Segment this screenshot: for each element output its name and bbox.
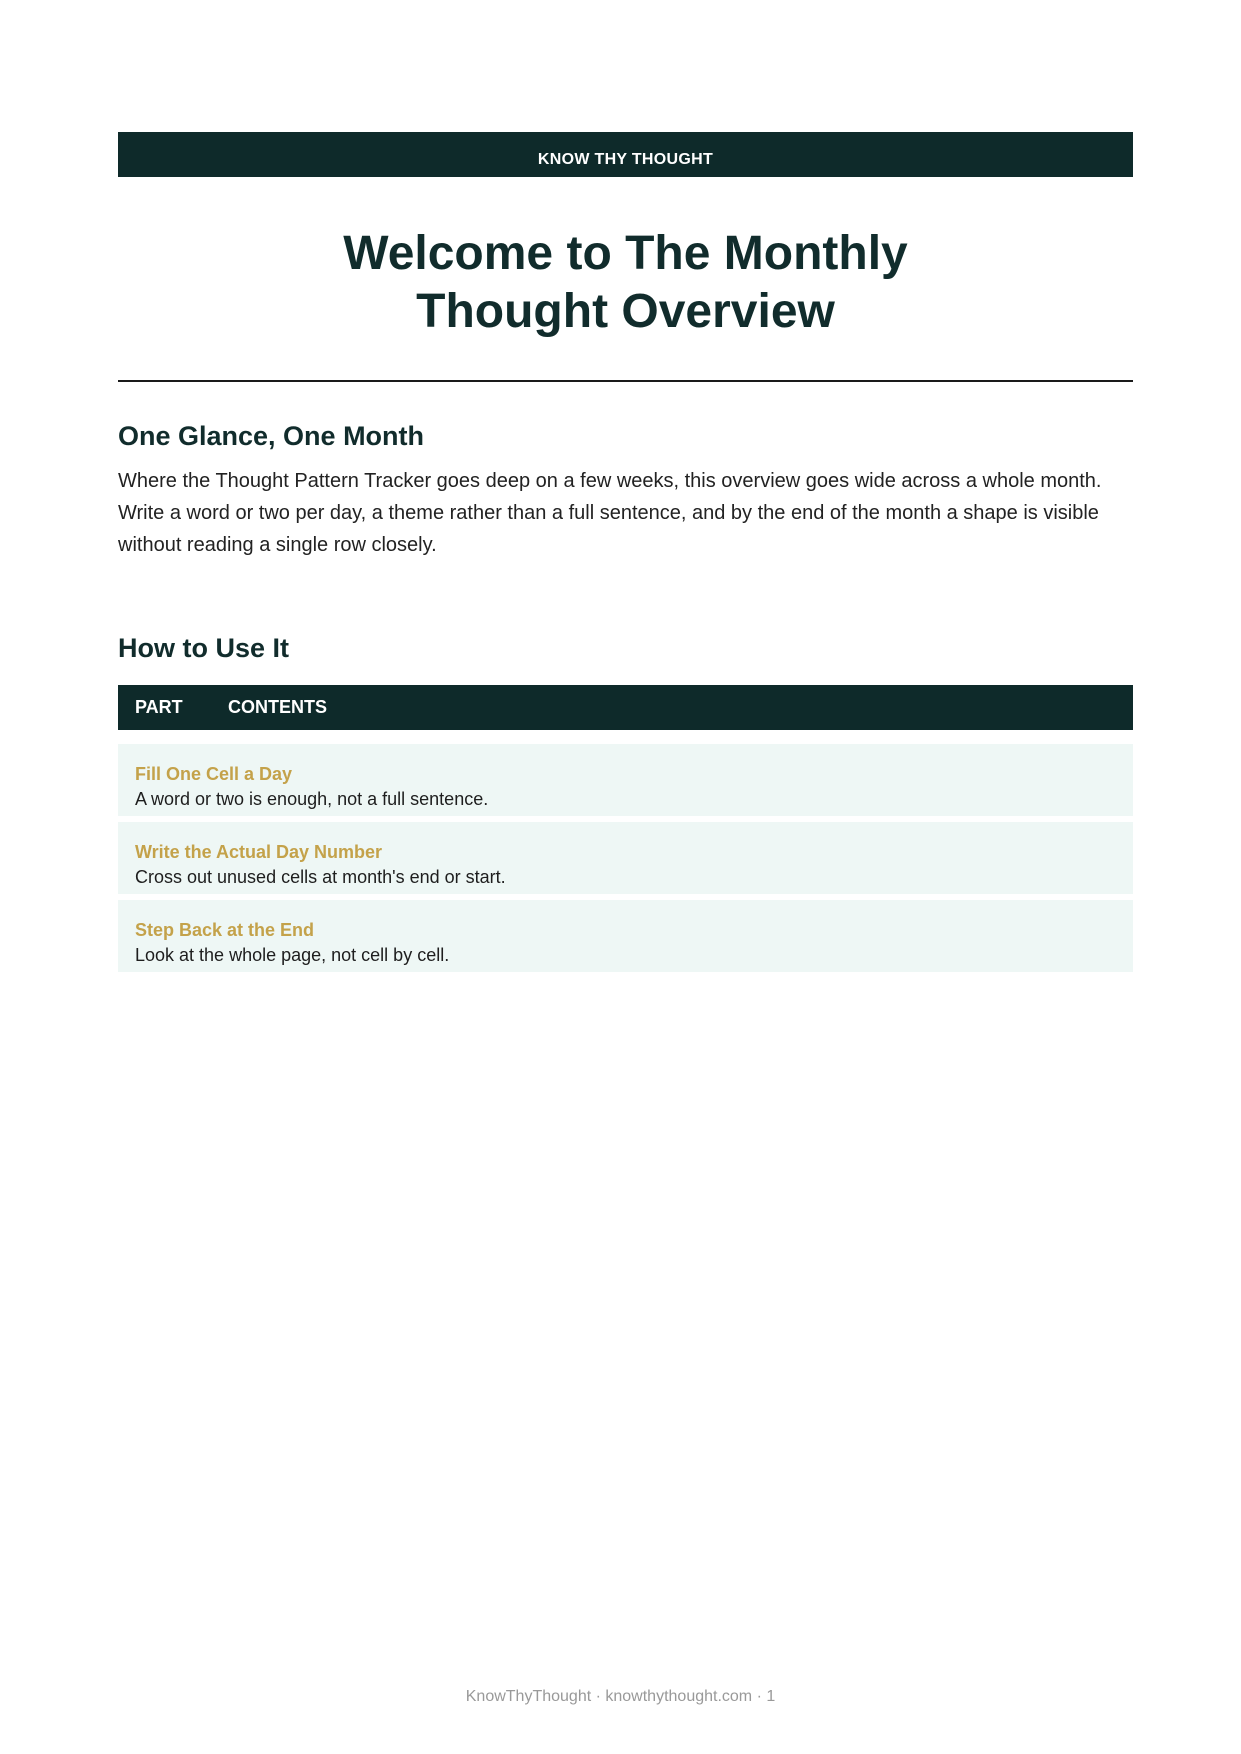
brand-banner: KNOW THY THOUGHT	[118, 132, 1133, 177]
row-description: Cross out unused cells at month's end or start.	[135, 867, 506, 887]
row-description: Look at the whole page, not cell by cell.	[135, 945, 450, 965]
row-description: A word or two is enough, not a full sentence.	[135, 789, 489, 809]
column-header-part: PART	[135, 697, 183, 717]
page-content	[118, 132, 1133, 978]
intro-paragraph: Where the Thought Pattern Tracker goes deep on a few weeks, this overview goes wide across a whole month. Write a word or two per day, a theme rather than a full sentence, and by the end of the month a shape is visible without reading a single row closely.	[118, 470, 1102, 556]
row-title: Write the Actual Day Number	[135, 842, 383, 862]
title-divider	[118, 380, 1133, 382]
table-row	[118, 822, 1133, 894]
howto-heading: How to Use It	[118, 633, 290, 663]
table-row	[118, 744, 1133, 816]
row-title: Fill One Cell a Day	[135, 764, 293, 784]
table-row	[118, 900, 1133, 972]
column-header-contents: CONTENTS	[228, 697, 327, 717]
howto-table-body	[118, 744, 1133, 972]
page-title: Welcome to The Monthly Thought Overview	[343, 227, 908, 338]
intro-heading: One Glance, One Month	[118, 421, 425, 451]
howto-table-header	[118, 685, 1133, 730]
row-title: Step Back at the End	[135, 920, 315, 940]
page-footer: KnowThyThought · knowthythought.com · 1	[465, 1688, 776, 1705]
